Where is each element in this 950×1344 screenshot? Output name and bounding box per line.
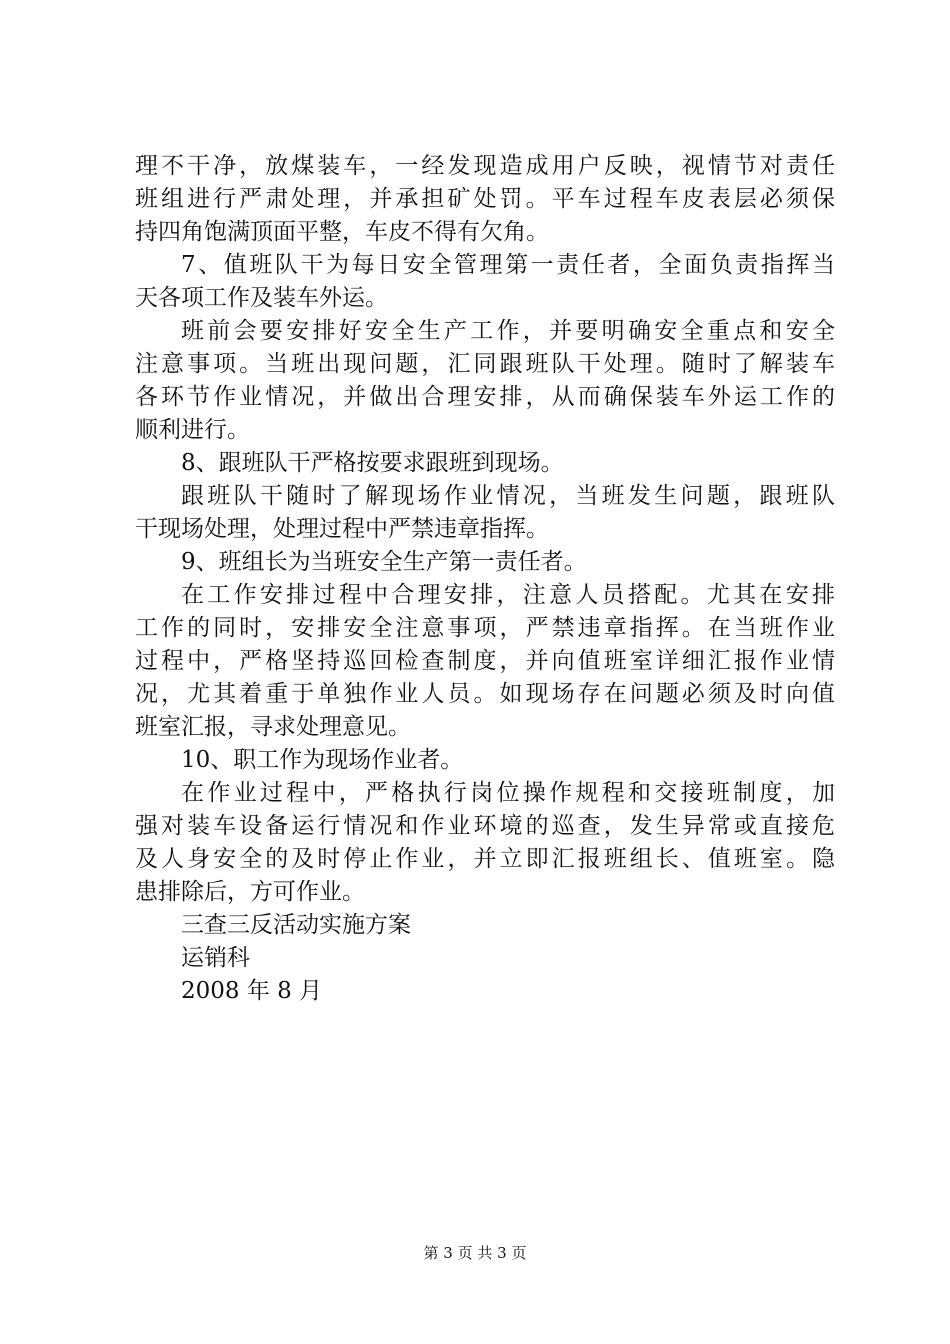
- department-name: 运销科: [181, 945, 250, 971]
- body-line: 干现场处理，处理过程中严禁违章指挥。: [135, 516, 549, 542]
- body-line: 及人身安全的及时停止作业，并立即汇报班组长、值班室。隐: [135, 846, 835, 872]
- body-line: 持四角饱满顶面平整，车皮不得有欠角。: [135, 219, 549, 245]
- body-line: 在工作安排过程中合理安排，注意人员搭配。尤其在安排: [181, 582, 835, 608]
- page-number-footer: 第 3 页 共 3 页: [423, 1244, 527, 1262]
- document-date: 2008 年 8 月: [181, 978, 323, 1004]
- body-line: 班前会要安排好安全生产工作，并要明确安全重点和安全: [181, 318, 835, 344]
- item-8-heading: 8、跟班队干严格按要求跟班到现场。: [181, 450, 564, 476]
- body-line: 工作的同时，安排安全注意事项，严禁违章指挥。在当班作业: [135, 615, 835, 641]
- body-line: 在作业过程中，严格执行岗位操作规程和交接班制度，加: [181, 780, 835, 806]
- body-line: 强对装车设备运行情况和作业环境的巡查，发生异常或直接危: [135, 813, 835, 839]
- body-line: 患排除后，方可作业。: [135, 879, 365, 905]
- body-line: 各环节作业情况，并做出合理安排，从而确保装车外运工作的: [135, 384, 835, 410]
- document-body: [135, 150, 835, 1008]
- item-7-heading: 7、值班队干为每日安全管理第一责任者，全面负责指挥当: [181, 252, 835, 278]
- body-line: 天各项工作及装车外运。: [135, 285, 388, 311]
- body-line: 理不干净，放煤装车，一经发现造成用户反映，视情节对责任: [135, 153, 835, 179]
- body-line: 跟班队干随时了解现场作业情况，当班发生问题，跟班队: [181, 483, 835, 509]
- body-line: 过程中，严格坚持巡回检查制度，并向值班室详细汇报作业情: [135, 648, 835, 674]
- body-line: 顺利进行。: [135, 417, 250, 443]
- body-line: 班组进行严肃处理，并承担矿处罚。平车过程车皮表层必须保: [135, 186, 835, 212]
- body-line: 注意事项。当班出现问题，汇同跟班队干处理。随时了解装车: [135, 351, 835, 377]
- item-10-heading: 10、职工作为现场作业者。: [181, 747, 464, 773]
- item-9-heading: 9、班组长为当班安全生产第一责任者。: [181, 549, 587, 575]
- body-line: 班室汇报，寻求处理意见。: [135, 714, 411, 740]
- document-title: 三查三反活动实施方案: [181, 912, 411, 938]
- body-line: 况，尤其着重于单独作业人员。如现场存在问题必须及时向值: [135, 681, 835, 707]
